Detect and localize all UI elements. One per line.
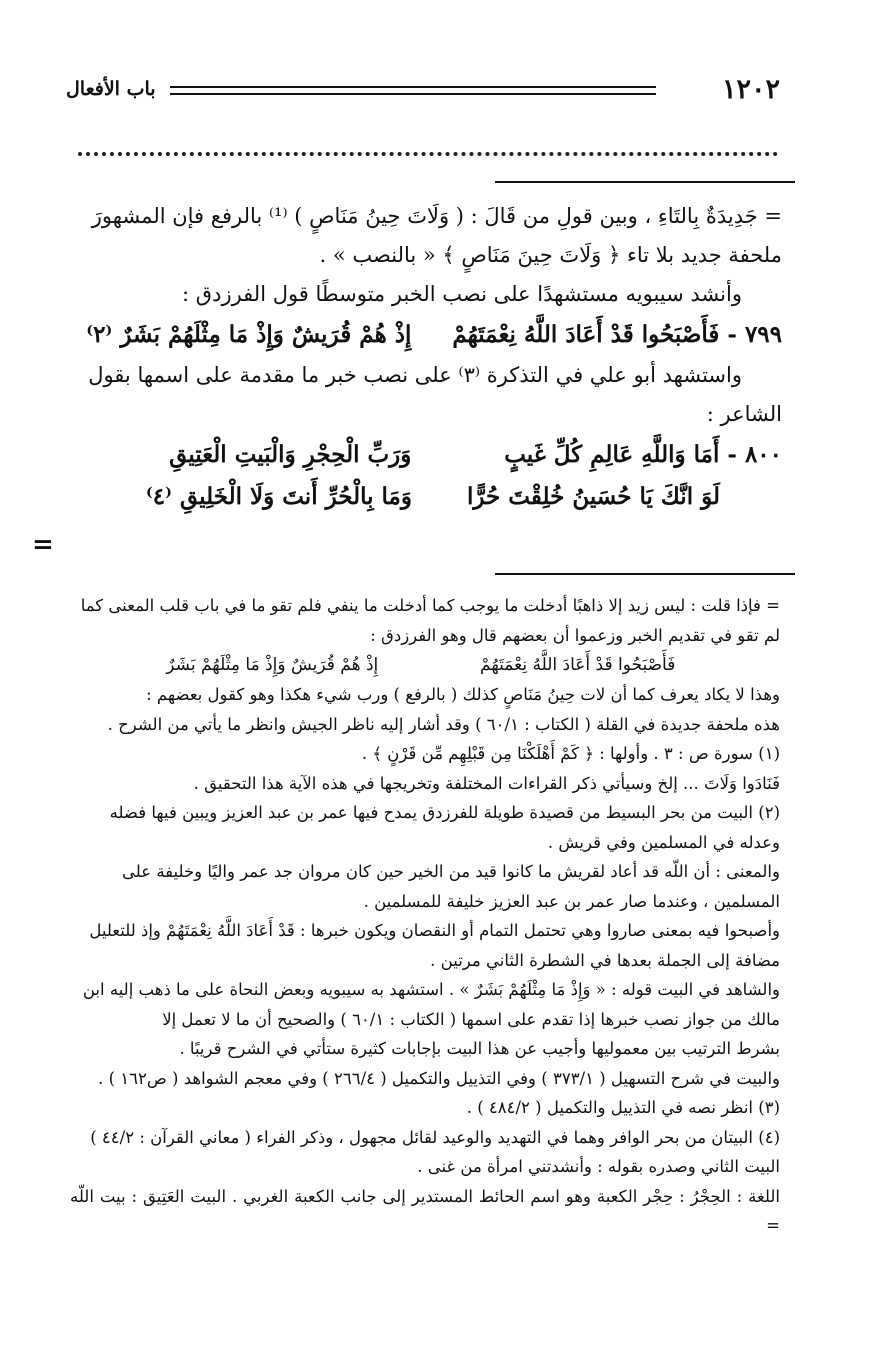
- footnote-rule: [495, 573, 795, 575]
- verse-hemistich: وَرَبِّ الْحِجْرِ وَالْبَيتِ الْعَتِيقِ: [169, 441, 412, 468]
- verse-number: ٨٠٠ -: [727, 441, 782, 468]
- text-line: الشاعر :: [706, 402, 782, 426]
- verse-number: ٧٩٩ -: [727, 321, 782, 348]
- verse-hemistich: فَأَصْبَحُوا قَدْ أَعَادَ اللَّهُ نِعْمَتَهُمْ: [452, 321, 720, 348]
- footnote-line: وأصبحوا فيه بمعنى صاروا وهي تحتمل التمام أو النقصان ويكون خبرها : قَدْ أَعَادَ اللَّهُ نِعْمَتَهُمْ وإذ للتعليل: [89, 921, 780, 940]
- text-line: وأنشد سيبويه مستشهدًا على نصب الخبر متوسطًا قول الفرزدق :: [182, 282, 742, 306]
- verse-hemistich: فَأَصْبَحُوا قَدْ أَعَادَ اللَّهُ نِعْمَتَهُمْ: [480, 655, 676, 675]
- footnote-line: البيت الثاني وصدره بقوله : وأنشدتني امرأة من غنى .: [417, 1157, 780, 1176]
- text-line: ملحفة جديد بلا تاء ﴿ وَلَاتَ حِينَ مَنَاصٍ ﴾ « بالنصب » .: [319, 243, 782, 267]
- footnote-line: والبيت في شرح التسهيل ( ٣٧٣/١ ) وفي التذييل والتكميل ( ٢٦٦/٤ ) وفي معجم الشواهد ( ص١٦٢ ) .: [98, 1068, 780, 1088]
- footnote-line: (١) سورة ص : ٣ . وأولها : ﴿ كَمْ أَهْلَكْنَا مِن قَبْلِهِم مِّن قَرْنٍ ﴾ .: [361, 744, 780, 763]
- text-line: = جَدِيدَةٌ بِالتَاءِ ، وبين قولِ من قَالَ : ( وَلَاتَ حِينُ مَنَاصٍ ) ⁽¹⁾ بالرفع فإن المشهورَ: [91, 204, 782, 228]
- footnote-line: لم تقو في تقديم الخبر وزعموا أن بعضهم قال وهو الفرزدق :: [370, 625, 780, 645]
- verse-800-line1: [66, 434, 782, 476]
- verse-799: [66, 314, 782, 356]
- footnote-line: وعدله في المسلمين وفي قريش .: [547, 832, 780, 852]
- footnote-line: المسلمين ، وعندما صار عمر بن عبد العزيز خليفة للمسلمين .: [363, 891, 780, 911]
- verse-800-line2: [66, 476, 782, 518]
- footnote-line: وهذا لا يكاد يعرف كما أن لات حِينُ مَنَاصٍ كذلك ( بالرفع ) ورب شيء هكذا وهو كقول بعضهم :: [146, 685, 780, 704]
- footnotes: [70, 591, 780, 1241]
- footnote-verse: [70, 650, 780, 680]
- running-title: باب الأفعال: [66, 78, 156, 100]
- verse-hemistich: وَمَا بِالْحُرِّ أَنتَ وَلَا الْخَلِيقِ ⁽٤⁾: [145, 483, 412, 510]
- footnote-line: والمعنى : أن اللّه قد أعاد لقريش ما كانوا قيد من الخير حين كان مروان جد عمر واليًا وخليفة على: [122, 862, 780, 881]
- footnote-line: (٣) انظر نصه في التذييل والتكميل ( ٤٨٤/٢ ) .: [466, 1098, 780, 1117]
- footnote-line: (٤) البيتان من بحر الوافر وهما في التهديد والوعيد لقائل مجهول ، وذكر الفراء ( معاني القرآن : ٤٤/٢ ): [90, 1127, 780, 1147]
- footnote-line: فَنَادَوا وَلَاتَ ... إلخ وسيأتي ذكر القراءات المختلفة وتخريجها في هذه الآية هذا التحقيق .: [193, 773, 780, 793]
- footnote-line: والشاهد في البيت قوله : « وَإِذْ مَا مِثْلَهُمْ بَشَرٌ » . استشهد به سيبويه وبعض النحاة على ما ذهب إليه ابن: [82, 980, 780, 999]
- header-double-rule: [170, 86, 656, 95]
- footnote-line: مالك من جواز نصب خبرها إذا تقدم على اسمها ( الكتاب : ٦٠/١ ) والصحيح أن ما لا تعمل إلا: [162, 1009, 780, 1029]
- dotted-separator: [78, 138, 778, 156]
- page-number: ١٢٠٢: [721, 74, 780, 105]
- verse-hemistich: لَوَ انَّكَ يَا حُسَينُ خُلِقْتَ حُرًّا: [466, 483, 720, 510]
- verse-hemistich: إِذْ هُمْ قُرَيشٌ وَإِذْ مَا مِثْلَهُمْ بَشَرٌ: [166, 655, 379, 675]
- footnote-line: = فإذا قلت : ليس زيد إلا ذاهبًا أدخلت ما يوجب كما أدخلت ما ينفي فلم تقو ما في باب قلب المعنى كما: [80, 596, 780, 615]
- text-line: واستشهد أبو علي في التذكرة ⁽٣⁾ على نصب خبر ما مقدمة على اسمها بقول: [88, 363, 742, 387]
- continuation-mark: =: [32, 530, 54, 560]
- footnote-line: اللغة : الحِجْرُ : حِجْر الكعبة وهو اسم الحائط المستدير إلى جانب الكعبة الغربي . البيت العَتِيق : بيت اللّه =: [70, 1186, 780, 1235]
- main-text: [66, 197, 782, 518]
- verse-hemistich: أَمَا وَاللَّهِ عَالِمِ كُلِّ غَيبٍ: [504, 441, 720, 468]
- footnote-line: مضافة إلى الجملة بعدها في الشطرة الثاني مرتين .: [430, 950, 780, 970]
- footnote-line: (٢) البيت من بحر البسيط من قصيدة طويلة للفرزدق يمدح فيها عمر بن عبد العزيز ويبين فيها فضله: [109, 803, 780, 822]
- footnote-line: بشرط الترتيب بين معموليها وأجيب عن هذا البيت بإجابات كثيرة ستأتي في الشرح قريبًا .: [179, 1039, 780, 1058]
- verse-hemistich: إِذْ هُمْ قُرَيشٌ وَإِذْ مَا مِثْلَهُمْ بَشَرٌ ⁽٢⁾: [86, 321, 412, 348]
- page-header: [66, 74, 780, 110]
- section-rule-top: [495, 181, 795, 183]
- footnote-line: هذه ملحفة جديدة في القلة ( الكتاب : ٦٠/١ ) وقد أشار إليه ناظر الجيش وانظر ما يأتي من الشرح .: [107, 714, 780, 734]
